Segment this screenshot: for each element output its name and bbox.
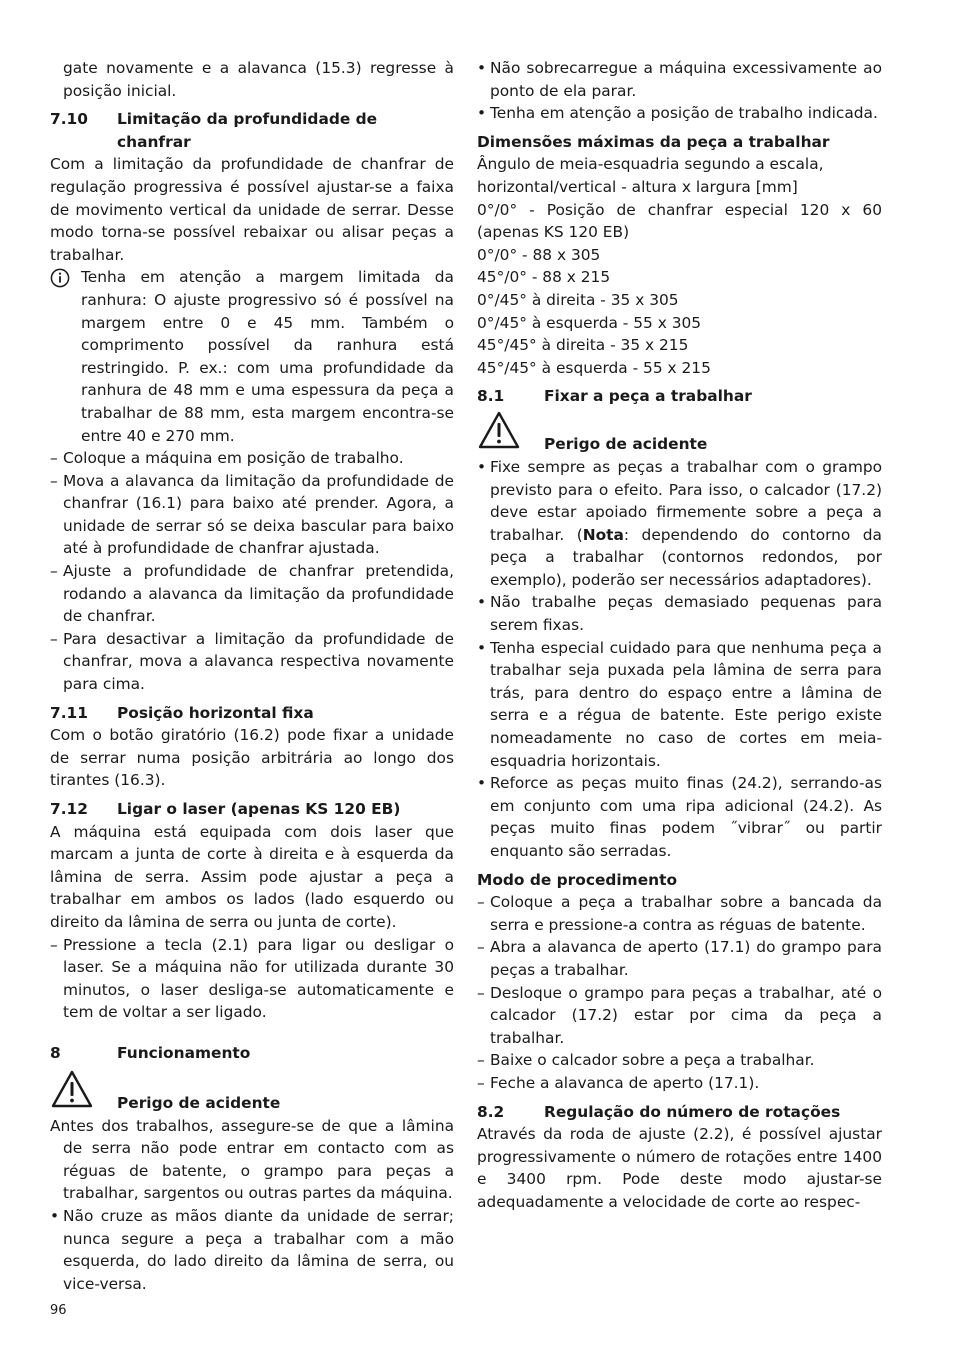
bullet-marker: • <box>477 774 487 793</box>
bullet-marker: • <box>477 638 487 657</box>
warning-triangle-icon <box>50 1069 94 1109</box>
dash-marker: – <box>50 449 58 468</box>
dimensions-line: 0°/0° - Posição de chanfrar especial 120 x 60 (apenas KS 120 EB) <box>477 200 882 242</box>
dimensions-line: 45°/0° - 88 x 215 <box>477 268 611 287</box>
list-item: – Para desactivar a limitação da profundidade de chanfrar, mova a alavanca respectiva novamente para cima. <box>50 629 454 694</box>
section-8-heading <box>50 1042 454 1065</box>
section-number: 8 <box>50 1043 61 1062</box>
section-8-2-body: Através da roda de ajuste (2.2), é possível ajustar progressivamente o número de rotações entre 1400 e 3400 rpm. Pode deste modo ajustar-se adequadamente a velocidade de corte ao respec- <box>477 1125 882 1211</box>
info-icon <box>50 268 70 288</box>
list-item: – Coloque a peça a trabalhar sobre a bancada da serra e pressione-a contra as réguas de batente. <box>477 893 882 934</box>
section-number: 7.11 <box>50 703 88 722</box>
section-7-11-body: Com o botão giratório (16.2) pode fixar a unidade de serrar numa posição arbitrária ao longo dos tirantes (16.3). <box>50 726 454 790</box>
continued-paragraph: gate novamente e a alavanca (15.3) regresse à posição inicial. <box>63 59 454 100</box>
section-8-intro: Antes dos trabalhos, assegure-se de que a lâmina de serra não pode entrar em contacto com as réguas de batente, o grampo para peças a trabalhar, sargentos ou outras partes da máquina. <box>50 1116 454 1203</box>
dimensions-line: Ângulo de meia-esquadria segundo a escala, horizontal/vertical - altura x largura [mm] <box>477 155 824 196</box>
list-item: – Desloque o grampo para peças a trabalhar, até o calcador (17.2) estar por cima da peça a trabalhar. <box>477 983 882 1047</box>
section-title: Limitação da profundidade de chanfrar <box>117 110 378 151</box>
dash-marker: – <box>50 935 58 954</box>
list-item: • Fixe sempre as peças a trabalhar com o grampo previsto para o efeito. Para isso, o calcador (17.2) deve estar apoiado firmemente sobre a peça a trabalhar. (Nota: dependendo do contorno da peça a trabalhar (contornos redondos, por exemplo), poderão ser necessários adaptadores). <box>477 457 882 589</box>
dash-marker: – <box>477 893 485 912</box>
section-title: Posição horizontal fixa <box>117 703 314 722</box>
dimensions-line: 45°/45° à direita - 35 x 215 <box>477 336 689 355</box>
section-title: Regulação do número de rotações <box>544 1102 841 1121</box>
list-item: – Feche a alavanca de aperto (17.1). <box>477 1072 882 1095</box>
dimensions-line: 0°/0° - 88 x 305 <box>477 245 601 264</box>
bullet-marker: • <box>50 1206 60 1225</box>
warning-block <box>477 410 882 456</box>
section-title: Funcionamento <box>117 1043 251 1062</box>
section-number: 8.2 <box>477 1102 505 1121</box>
dimensions-line: 45°/45° à esquerda - 55 x 215 <box>477 358 711 377</box>
section-number: 8.1 <box>477 387 505 406</box>
dash-marker: – <box>477 1051 485 1070</box>
list-item: – Coloque a máquina em posição de trabalho. <box>50 447 454 470</box>
list-item: • Não trabalhe peças demasiado pequenas para serem fixas. <box>477 593 882 635</box>
info-note <box>50 266 454 447</box>
right-column <box>477 57 882 1214</box>
warning-triangle-icon <box>477 410 521 450</box>
dash-marker: – <box>50 471 58 490</box>
section-7-10-body: Com a limitação da profundidade de chanfrar de regulação progressiva é possível ajustar-se a faixa de movimento vertical da unidade de serrar. Desse modo torna-se possível rebaixar ou alisar peças a trabalhar. <box>50 155 454 264</box>
section-7-10-heading <box>50 108 454 153</box>
list-item: – Abra a alavanca de aperto (17.1) do grampo para peças a trabalhar. <box>477 938 882 979</box>
bullet-marker: • <box>477 593 487 612</box>
bullet-marker: • <box>477 457 487 476</box>
page-number: 96 <box>50 1303 67 1318</box>
section-number: 7.12 <box>50 800 88 818</box>
section-title: Fixar a peça a trabalhar <box>544 387 752 406</box>
section-8-2-heading <box>477 1101 882 1124</box>
bullet-marker: • <box>477 59 487 77</box>
list-item: – Mova a alavanca da limitação da profundidade de chanfrar (16.1) para baixo até prender. Agora, a unidade de serrar só se deixa bascular para baixo até à profundidade de chanfrar ajustada. <box>50 471 454 558</box>
left-column <box>50 57 454 1295</box>
note-text: Tenha em atenção a margem limitada da ranhura: O ajuste progressivo só é possível na margem entre 0 e 45 mm. Também o comprimento possível da ranhura está restringido. P. ex.: com uma profundidade da ranhura de 48 mm e uma espessura da peça a trabalhar de 88 mm, esta margem encontra-se entre 40 e 270 mm. <box>81 268 454 445</box>
dash-marker: – <box>477 938 485 957</box>
note-label: Nota <box>582 525 624 544</box>
section-7-11-heading <box>50 702 454 725</box>
list-item: • Reforce as peças muito finas (24.2), serrando-as em conjunto com uma ripa adicional (24.2). As peças muito finas podem ˝vibrar˝ ou partir enquanto são serradas. <box>477 774 882 860</box>
section-7-12-body: A máquina está equipada com dois laser que marcam a junta de corte à direita e à esquerda da lâmina de serra. Assim pode ajustar a peça a trabalhar em ambos os lados (lado esquerdo ou direito da lâmina de serra ou junta de corte). <box>50 822 454 931</box>
list-item: • Tenha especial cuidado para que nenhuma peça a trabalhar seja puxada pela lâmina de serra para trás, para dentro do espaço entre a lâmina de serra e a régua de batente. Este perigo existe nomeadamente no caso de cortes em meia-esquadria horizontais. <box>477 638 882 770</box>
list-item: – Ajuste a profundidade de chanfrar pretendida, rodando a alavanca da limitação da profundidade de chanfrar. <box>50 562 454 626</box>
bullet-marker: • <box>477 104 487 123</box>
list-item: – Pressione a tecla (2.1) para ligar ou desligar o laser. Se a máquina não for utilizada durante 30 minutos, o laser desliga-se automaticamente e tem de voltar a ser ligado. <box>50 935 454 1022</box>
section-title: Ligar o laser (apenas KS 120 EB) <box>117 800 401 818</box>
list-item: • Não sobrecarregue a máquina excessivamente ao ponto de ela parar. <box>477 59 882 100</box>
list-item: • Não cruze as mãos diante da unidade de serrar; nunca segure a peça a trabalhar com a mão esquerda, do lado direito da lâmina de serra, ou vice-versa. <box>50 1206 454 1293</box>
section-7-12-heading <box>50 798 454 821</box>
dimensions-line: 0°/45° à direita - 35 x 305 <box>477 290 679 309</box>
warning-block <box>50 1069 454 1115</box>
dimensions-heading: Dimensões máximas da peça a trabalhar <box>477 132 830 151</box>
warning-label: Perigo de acidente <box>544 434 708 453</box>
dimensions-line: 0°/45° à esquerda - 55 x 305 <box>477 313 702 332</box>
dash-marker: – <box>477 1073 485 1092</box>
list-item: – Baixe o calcador sobre a peça a trabalhar. <box>477 1049 882 1072</box>
dash-marker: – <box>477 983 485 1002</box>
list-item: • Tenha em atenção a posição de trabalho indicada. <box>477 102 882 125</box>
dash-marker: – <box>50 629 58 648</box>
section-8-1-heading <box>477 385 882 408</box>
warning-label: Perigo de acidente <box>117 1093 281 1112</box>
dash-marker: – <box>50 562 58 581</box>
procedure-heading: Modo de procedimento <box>477 870 678 889</box>
section-number: 7.10 <box>50 110 88 129</box>
